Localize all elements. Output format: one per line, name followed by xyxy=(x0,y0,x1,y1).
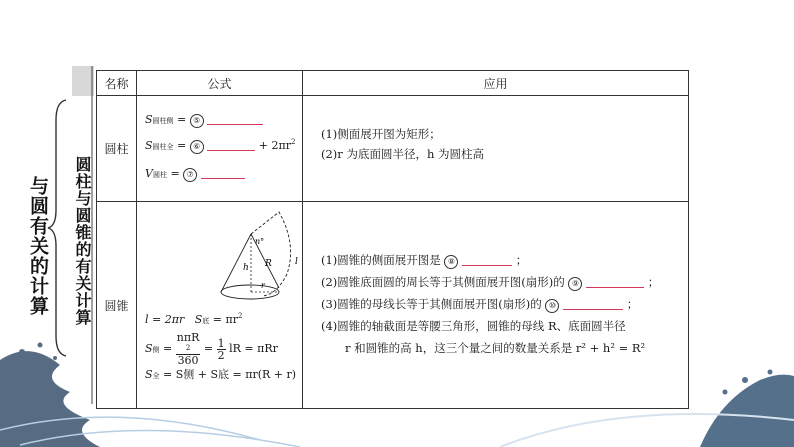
cylinder-lateral-formula: S圆柱侧 = ⑤ xyxy=(145,112,263,128)
cone-angle-label: n° xyxy=(255,237,265,246)
blank-10[interactable] xyxy=(563,297,623,310)
cylinder-applications xyxy=(303,96,689,202)
section-title: 圆柱与圆锥的有关计算 xyxy=(73,156,92,326)
table-row-cylinder xyxy=(97,96,689,202)
formula-table xyxy=(96,70,689,409)
sidebar-title: 与圆有关的计算 xyxy=(27,176,49,316)
blank-mark-7: ⑦ xyxy=(183,168,197,182)
header-name: 名称 xyxy=(97,71,137,96)
cylinder-total-formula: S圆柱全 = ⑥ + $2\pi r^2$ xyxy=(145,138,296,152)
left-brace xyxy=(48,100,66,356)
cylinder-name: 圆柱 xyxy=(97,96,137,202)
bottom-left-plant-decoration xyxy=(0,343,100,447)
blank-5[interactable] xyxy=(207,112,263,125)
blank-7[interactable] xyxy=(201,166,245,179)
blank-mark-5: ⑤ xyxy=(190,114,204,128)
cone-radius-label: r xyxy=(261,281,265,290)
blank-6[interactable] xyxy=(207,138,255,151)
cone-app-4-line1: (4)圆锥的轴截面是等腰三角形，圆锥的母线 R、底面圆半径 xyxy=(321,319,626,333)
cone-app-1: (1)圆锥的侧面展开图是 ⑧ ； xyxy=(321,253,528,267)
blank-9[interactable] xyxy=(586,275,644,288)
bottom-right-plant-decoration xyxy=(700,370,794,447)
blank-mark-9: ⑨ xyxy=(568,277,582,291)
blank-mark-6: ⑥ xyxy=(190,140,204,154)
cone-slant-side-label: l xyxy=(295,257,298,267)
cone-lateral-formula: S侧 = nπR 2 360 = $\frac{1}{2}$ lR = πRr xyxy=(145,331,278,367)
cone-app-4-line2: r 和圆锥的高 h，这三个量之间的数量关系是 r² + h² = R² xyxy=(345,341,646,355)
cylinder-formulas xyxy=(137,96,303,202)
blank-mark-8: ⑧ xyxy=(444,255,458,269)
cylinder-app-2: (2)r 为底面圆半径，h 为圆柱高 xyxy=(321,147,485,161)
cone-formulas xyxy=(137,202,303,409)
cone-diagram xyxy=(137,204,303,308)
cone-app-2: (2)圆锥底面圆的周长等于其侧面展开图(扇形)的 ⑨ ； xyxy=(321,275,660,289)
cone-slant-label: R xyxy=(265,259,272,269)
cylinder-app-1: (1)侧面展开图为矩形； xyxy=(321,127,441,141)
cone-circumference-formula: l = 2πr S底 = $\pi r^2$ xyxy=(145,312,243,326)
table-row-cone xyxy=(97,202,689,409)
header-formula: 公式 xyxy=(137,71,303,96)
header-application: 应用 xyxy=(303,71,689,96)
blank-8[interactable] xyxy=(462,253,512,266)
cylinder-volume-formula: V圆柱 = ⑦ xyxy=(145,166,245,182)
cone-total-formula: S全 = S侧 + S底 = πr(R + r) xyxy=(145,368,297,381)
cone-name: 圆锥 xyxy=(97,202,137,409)
cone-height-label: h xyxy=(243,263,249,273)
blank-mark-10: ⑩ xyxy=(545,299,559,313)
cone-app-3: (3)圆锥的母线长等于其侧面展开图(扇形)的 ⑩ ； xyxy=(321,297,639,311)
cone-applications xyxy=(303,202,689,409)
section-strip xyxy=(72,66,94,96)
table-header-row xyxy=(97,71,689,96)
